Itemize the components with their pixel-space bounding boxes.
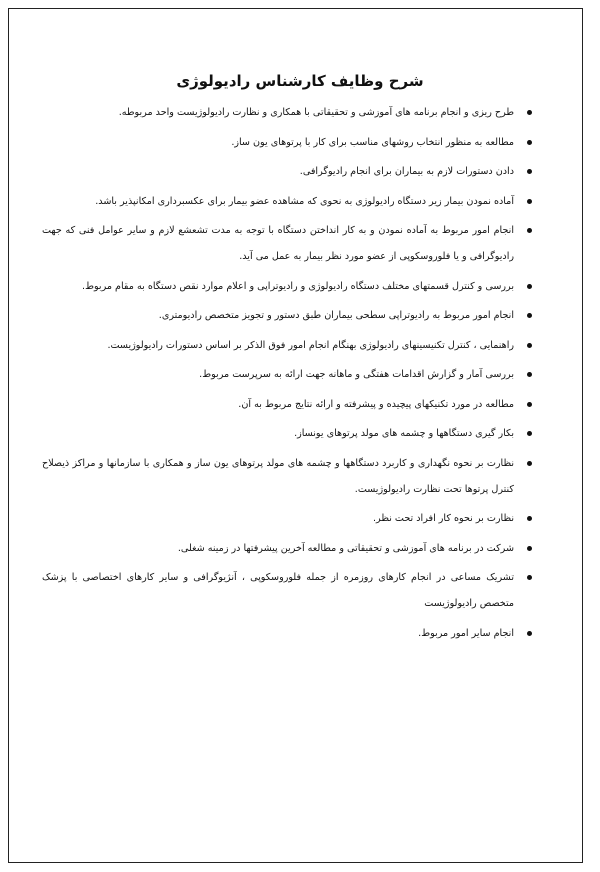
duties-list [42, 100, 532, 650]
list-item [42, 451, 532, 503]
bullet-icon [527, 575, 532, 580]
bullet-icon [527, 284, 532, 289]
list-item [42, 536, 532, 562]
duty-text: شرکت در برنامه های آموزشی و تحقیقاتی و مطالعه آخرین پیشرفتها در زمینه شغلی. [177, 542, 514, 554]
bullet-icon [527, 546, 532, 551]
list-item [42, 362, 532, 388]
list-item [42, 130, 532, 156]
duty-text: انجام سایر امور مربوط. [418, 627, 514, 639]
list-item [42, 333, 532, 359]
bullet-icon [527, 313, 532, 318]
bullet-icon [527, 431, 532, 436]
list-item [42, 189, 532, 215]
list-item [42, 621, 532, 647]
list-item [42, 421, 532, 447]
duty-text: مطالعه به منظور انتخاب روشهای مناسب برای کار با پرتوهای یون ساز. [231, 136, 514, 148]
list-item [42, 506, 532, 532]
duty-text: دادن دستورات لازم به بیماران برای انجام رادیوگرافی. [299, 166, 514, 177]
duty-text: راهنمایی ، کنترل تکنیسینهای رادیولوژی بهنگام انجام امور فوق الذکر بر اساس دستورات رادیولوژیست. [107, 339, 514, 351]
duty-text: نظارت بر نحوه کار افراد تحت نظر. [372, 513, 514, 524]
list-item [42, 303, 532, 329]
duty-text: تشریک مساعی در انجام کارهای روزمره از جمله فلوروسکوپی ، آنژیوگرافی و سایر کارهای اختصاصی با پزشک متخصص رادیولوژیست [42, 572, 514, 609]
bullet-icon [527, 228, 532, 233]
duty-text: نظارت بر نحوه نگهداری و کاربرد دستگاهها و چشمه های مولد پرتوهای یون ساز و همکاری با سازمانها و مراکز ذیصلاح کنترل پرتوها تحت نظارت رادیولوژیست. [42, 457, 514, 495]
duty-text: بررسی و کنترل قسمتهای مختلف دستگاه رادیولوژی و رادیوتراپی و اعلام موارد نقص دستگاه به مقام مربوط. [82, 280, 514, 292]
duty-text: مطالعه در مورد تکنیکهای پیچیده و پیشرفته و ارائه نتایج مربوط به آن. [238, 398, 514, 410]
list-item [42, 100, 532, 126]
bullet-icon [527, 461, 532, 466]
list-item [42, 274, 532, 300]
bullet-icon [527, 343, 532, 348]
list-item [42, 218, 532, 270]
duty-text: انجام امور مربوط به رادیوتراپی سطحی بیماران طبق دستور و تجویز متخصص رادیومتری. [158, 310, 514, 321]
bullet-icon [527, 199, 532, 204]
bullet-icon [527, 631, 532, 636]
bullet-icon [527, 140, 532, 145]
list-item [42, 565, 532, 617]
list-item [42, 159, 532, 185]
duty-text: طرح ریزی و انجام برنامه های آموزشی و تحقیقاتی با همکاری و نظارت رادیولوژیست واحد مربوطه. [118, 107, 514, 118]
duty-text: بررسی آمار و گزارش اقدامات هفتگی و ماهانه جهت ارائه به سرپرست مربوط. [199, 369, 514, 380]
duty-text: آماده نمودن بیمار زیر دستگاه رادیولوژی به نحوی که مشاهده عضو بیمار برای عکسبرداری امکانپذیر باشد. [95, 195, 514, 207]
bullet-icon [527, 402, 532, 407]
duty-text: انجام امور مربوط به آماده نمودن و به کار انداختن دستگاه با توجه به مدت تشعشع لازم و سایر عوامل فنی که جهت رادیوگرافی و یا فلوروسکوپی از عضو مورد نظر بیمار به عمل می آید. [42, 225, 514, 262]
bullet-icon [527, 516, 532, 521]
bullet-icon [527, 372, 532, 377]
page-title: شرح وظایف کارشناس رادیولوژی [176, 72, 424, 91]
list-item [42, 392, 532, 418]
bullet-icon [527, 110, 532, 115]
bullet-icon [527, 169, 532, 174]
duty-text: بکار گیری دستگاهها و چشمه های مولد پرتوهای یونساز. [294, 428, 514, 439]
